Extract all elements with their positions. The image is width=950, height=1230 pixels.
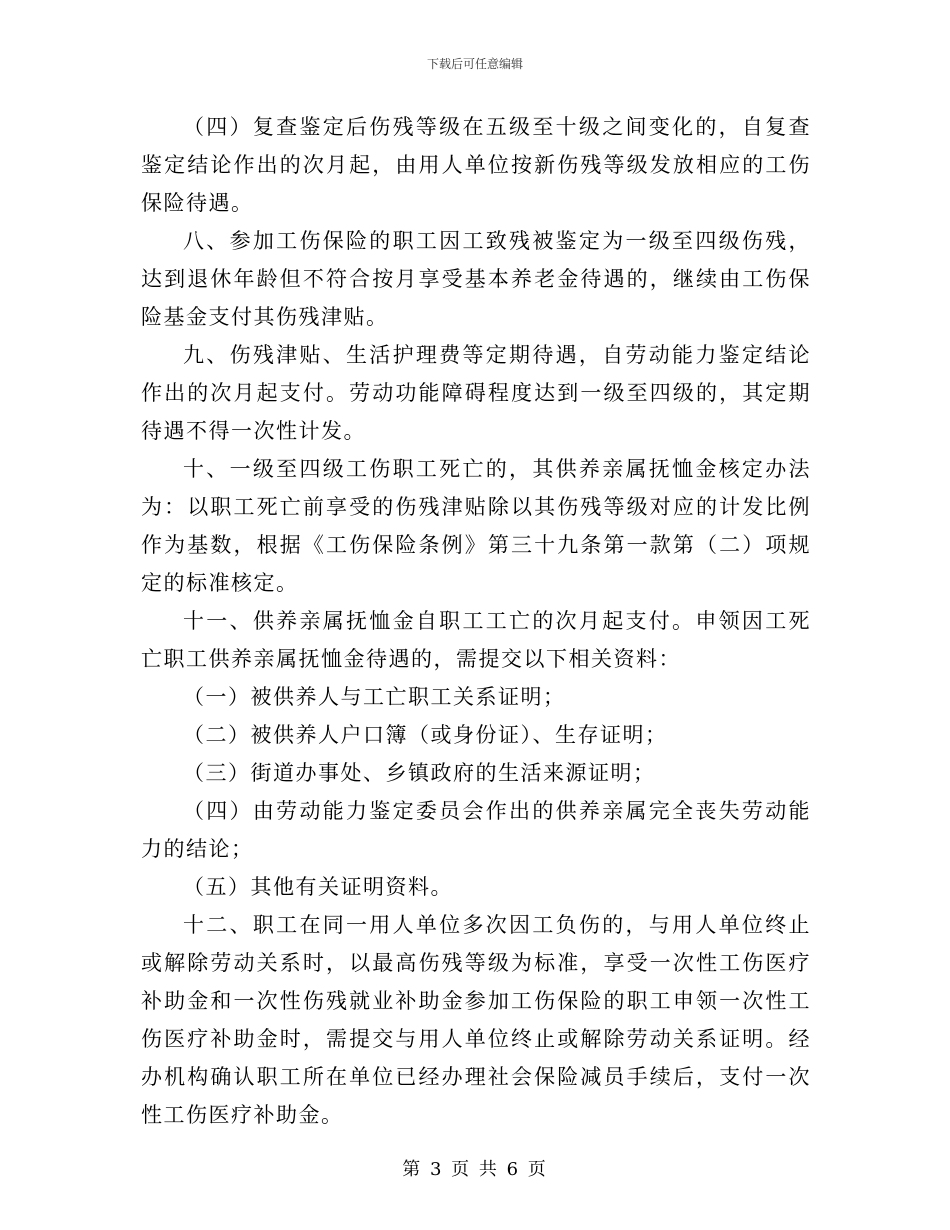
page-number-footer: 第 3 页 共 6 页 bbox=[402, 1159, 548, 1180]
list-item: （五）其他有关证明资料。 bbox=[183, 875, 453, 899]
list-item: （四）由劳动能力鉴定委员会作出的供养亲属完全丧失劳动能力的结论； bbox=[141, 799, 811, 861]
list-item: （三）街道办事处、乡镇政府的生活来源证明； bbox=[183, 761, 656, 785]
document-body bbox=[141, 108, 811, 1134]
header-note: 下载后可任意编辑 bbox=[426, 57, 523, 71]
list-item: （二）被供养人户口簿（或身份证）、生存证明； bbox=[183, 723, 668, 747]
paragraph: 十、一级至四级工伤职工死亡的，其供养亲属抚恤金核定办法为：以职工死亡前享受的伤残津贴除以其伤残等级对应的计发比例作为基数，根据《工伤保险条例》第三十九条第一款第（二）项规定的标准核定。 bbox=[141, 457, 811, 595]
paragraph: 十二、职工在同一用人单位多次因工负伤的，与用人单位终止或解除劳动关系时，以最高伤残等级为标准，享受一次性工伤医疗补助金和一次性伤残就业补助金参加工伤保险的职工申领一次性工伤医疗补助金时，需提交与用人单位终止或解除劳动关系证明。经办机构确认职工所在单位已经办理社会保险减员手续后，支付一次性工伤医疗补助金。 bbox=[141, 913, 811, 1127]
list-item: （一）被供养人与工亡职工关系证明； bbox=[183, 685, 566, 709]
paragraph: 十一、供养亲属抚恤金自职工工亡的次月起支付。申领因工死亡职工供养亲属抚恤金待遇的，需提交以下相关资料： bbox=[141, 609, 811, 671]
paragraph: （四）复查鉴定后伤残等级在五级至十级之间变化的，自复查鉴定结论作出的次月起，由用人单位按新伤残等级发放相应的工伤保险待遇。 bbox=[141, 115, 811, 215]
paragraph: 九、伤残津贴、生活护理费等定期待遇，自劳动能力鉴定结论作出的次月起支付。劳动功能障碍程度达到一级至四级的，其定期待遇不得一次性计发。 bbox=[141, 343, 811, 443]
paragraph: 八、参加工伤保险的职工因工致残被鉴定为一级至四级伤残，达到退休年龄但不符合按月享受基本养老金待遇的，继续由工伤保险基金支付其伤残津贴。 bbox=[141, 229, 811, 329]
